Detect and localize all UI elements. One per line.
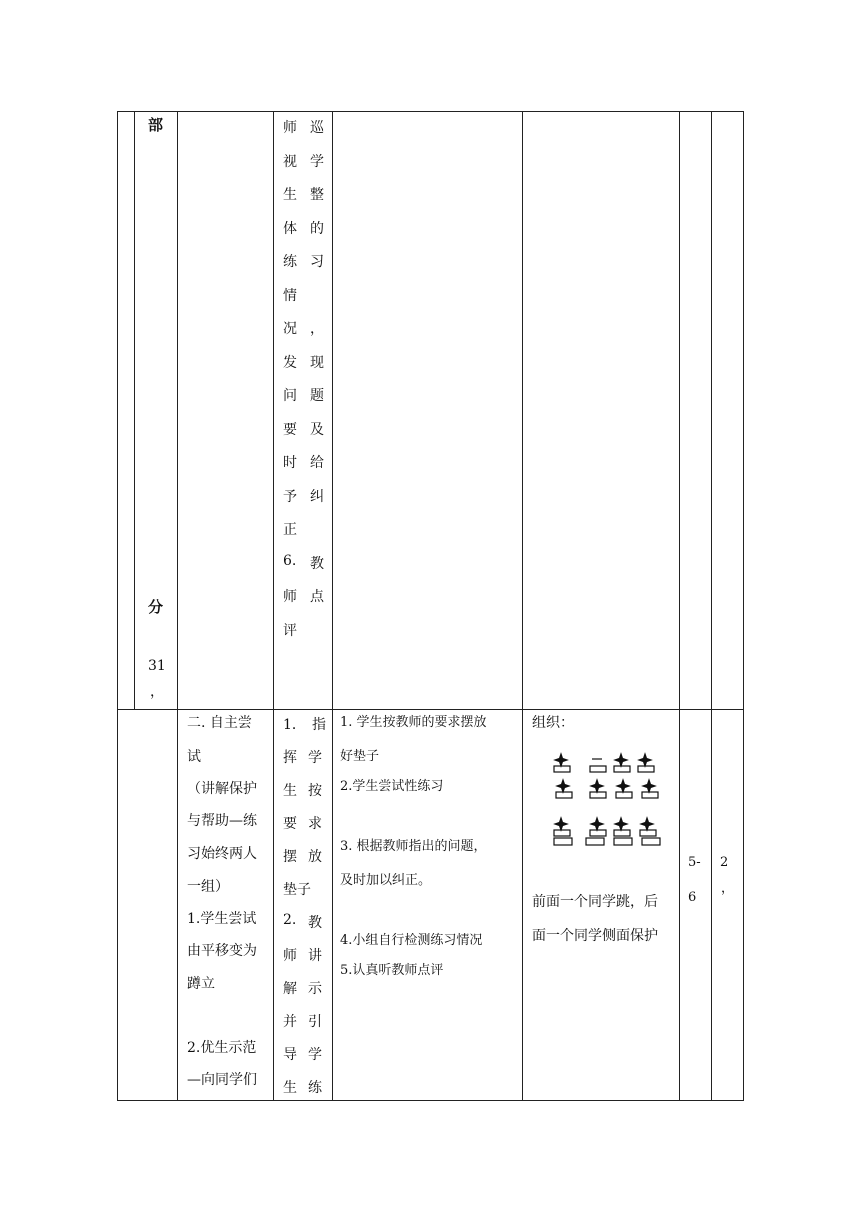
practice-times: 5- <box>688 855 701 870</box>
student-marker <box>642 838 660 845</box>
teacher-char: 求 <box>308 816 322 832</box>
teacher-char: 导 <box>283 1047 297 1063</box>
student-marker <box>590 759 606 772</box>
student-marker <box>590 818 606 836</box>
teacher-char: 视 <box>283 154 297 170</box>
teacher-char: 师 <box>283 948 297 964</box>
content-line: 习始终两人 <box>187 846 257 862</box>
teacher-char: 师 <box>283 589 297 605</box>
content-line: —向同学们 <box>187 1072 257 1088</box>
org-label: 组织： <box>532 715 574 731</box>
teacher-char: 况 <box>283 321 297 337</box>
content-line: 1.学生尝试 <box>187 911 257 927</box>
teacher-char: 生 <box>283 1080 297 1096</box>
section-time: 31 <box>148 658 166 674</box>
teacher-char: 学 <box>308 1047 322 1063</box>
teacher-char: 垫子 <box>283 882 311 898</box>
teacher-char: 学 <box>310 154 324 170</box>
student-marker <box>586 838 604 845</box>
teacher-char: 挥 <box>283 750 297 766</box>
teacher-char: 评 <box>283 623 297 639</box>
student-line: 2.学生尝试性练习 <box>340 779 444 794</box>
student-line: 3. 根据教师指出的问题， <box>340 839 487 854</box>
teacher-char: 按 <box>308 783 322 799</box>
student-marker <box>614 818 630 836</box>
teacher-char: 示 <box>308 981 322 997</box>
teacher-char: 摆 <box>283 849 297 865</box>
teacher-char: 发 <box>283 355 297 371</box>
student-marker <box>640 818 656 836</box>
teacher-char: 的 <box>310 221 324 237</box>
teacher-char: 要 <box>283 422 297 438</box>
student-line: 5.认真听教师点评 <box>340 963 444 978</box>
col-line <box>332 111 333 1101</box>
content-line: （讲解保护 <box>187 781 257 797</box>
teacher-char: 巡 <box>310 120 324 136</box>
upper-col-line <box>134 111 135 709</box>
teacher-char: 给 <box>310 455 324 471</box>
org-note: 面一个同学侧面保护 <box>532 928 658 944</box>
teacher-char: 讲 <box>308 948 322 964</box>
section-char: 部 <box>148 116 164 134</box>
teacher-char: 习 <box>310 254 324 270</box>
student-marker <box>638 754 654 772</box>
col-line <box>273 111 274 1101</box>
section-time-mark: ， <box>150 684 164 700</box>
content-line: 由平移变为 <box>187 943 257 959</box>
practice-times: 6 <box>688 890 697 905</box>
content-line: 试 <box>187 749 201 765</box>
student-marker <box>642 780 658 798</box>
teacher-char: 点 <box>310 589 324 605</box>
student-marker <box>614 754 630 772</box>
teacher-char: 体 <box>283 221 297 237</box>
duration-mark: ， <box>721 881 735 896</box>
teacher-char: 问 <box>283 388 297 404</box>
student-line: 及时加以纠正。 <box>340 873 432 888</box>
teacher-char: 纠 <box>310 489 324 505</box>
student-line: 1. 学生按教师的要求摆放 <box>340 715 487 730</box>
teacher-char: 学 <box>308 750 322 766</box>
table-top-border <box>117 111 744 112</box>
teacher-char: 师 <box>283 120 297 136</box>
col-line <box>522 111 523 1101</box>
teacher-char: 正 <box>283 522 297 538</box>
student-marker <box>554 818 570 836</box>
content-line: 二. 自主尝 <box>187 715 252 731</box>
student-line: 4.小组自行检测练习情况 <box>340 933 483 948</box>
student-marker <box>556 780 572 798</box>
content-line: 与帮助—练 <box>187 813 257 829</box>
teacher-char: 及 <box>310 422 324 438</box>
content-line: 2.优生示范 <box>187 1040 257 1056</box>
teacher-char: 练 <box>283 254 297 270</box>
section-char: 分 <box>148 598 164 616</box>
teacher-char: 引 <box>308 1014 322 1030</box>
formation-diagram <box>540 740 680 860</box>
col-line <box>679 111 680 1101</box>
teacher-char: 2. <box>283 912 297 928</box>
student-marker <box>590 780 606 798</box>
teacher-char: 予 <box>283 489 297 505</box>
teacher-char: 教 <box>310 556 324 572</box>
teacher-char: 1． <box>283 717 306 733</box>
teacher-char: 时 <box>283 455 297 471</box>
row-divider <box>117 709 744 710</box>
teacher-char: 6. <box>283 553 297 569</box>
duration: 2 <box>720 855 729 870</box>
teacher-char: 教 <box>308 915 322 931</box>
teacher-char: 要 <box>283 816 297 832</box>
teacher-char: 练 <box>308 1080 322 1096</box>
col-line <box>711 111 712 1101</box>
col-line <box>177 111 178 1101</box>
student-marker <box>554 754 570 772</box>
student-line: 好垫子 <box>340 749 380 764</box>
content-line: 一组） <box>187 879 229 895</box>
teacher-char: 生 <box>283 783 297 799</box>
teacher-char: 解 <box>283 981 297 997</box>
org-note: 前面一个同学跳，后 <box>532 894 658 910</box>
student-marker <box>554 838 572 845</box>
teacher-char: 指 <box>312 717 326 733</box>
content-line: 蹲立 <box>187 976 215 992</box>
table-bottom-border <box>117 1100 744 1101</box>
table-right-border <box>743 111 744 1101</box>
teacher-char: 并 <box>283 1014 297 1030</box>
teacher-char: 放 <box>308 849 322 865</box>
teacher-char: ， <box>310 321 324 337</box>
teacher-char: 题 <box>310 388 324 404</box>
teacher-char: 情 <box>283 288 297 304</box>
teacher-char: 生 <box>283 187 297 203</box>
student-marker <box>616 780 632 798</box>
table-left-border <box>117 111 118 1101</box>
teacher-char: 整 <box>310 187 324 203</box>
teacher-char: 现 <box>310 355 324 371</box>
student-marker <box>614 838 632 845</box>
